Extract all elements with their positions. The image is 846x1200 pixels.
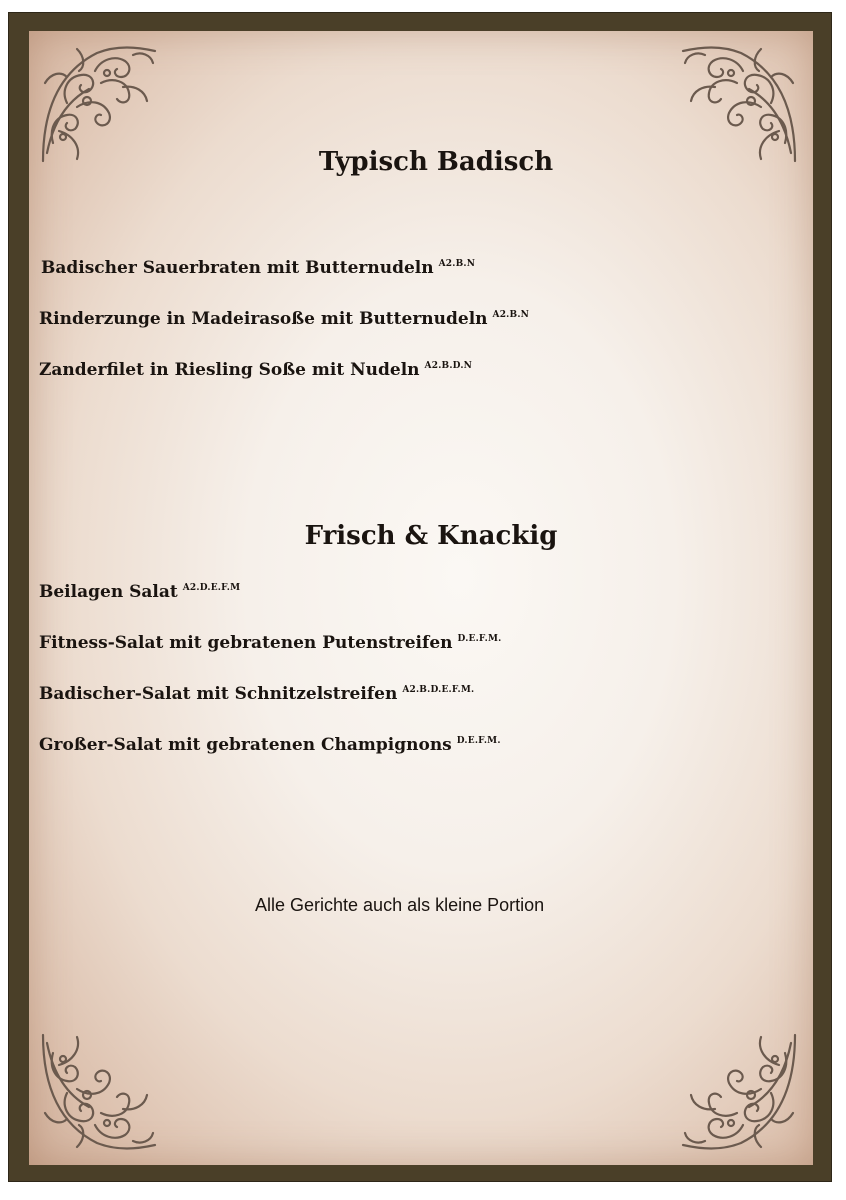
allergen-code: A2.D.E.F.M bbox=[182, 583, 241, 593]
allergen-code: D.E.F.M. bbox=[456, 736, 501, 746]
menu-item bbox=[39, 633, 501, 653]
footnote-small-portion: Alle Gerichte auch als kleine Portion bbox=[255, 895, 545, 915]
menu-item-name: Rinderzunge in Madeirasoße mit Butternudeln bbox=[39, 309, 488, 329]
menu-item bbox=[41, 258, 475, 278]
section-title-frisch-knackig: Frisch & Knackig bbox=[304, 521, 558, 551]
menu-item bbox=[39, 309, 529, 329]
allergen-code: D.E.F.M. bbox=[457, 634, 502, 644]
menu-item bbox=[39, 582, 240, 602]
floral-ornament-icon bbox=[37, 1028, 162, 1153]
menu-item-name: Beilagen Salat bbox=[39, 582, 178, 602]
parchment-background bbox=[29, 31, 813, 1165]
section-title-typisch-badisch: Typisch Badisch bbox=[318, 147, 554, 177]
allergen-code: A2.B.N bbox=[492, 310, 530, 320]
menu-item-name: Badischer-Salat mit Schnitzelstreifen bbox=[39, 684, 398, 704]
allergen-code: A2.B.D.E.F.M. bbox=[402, 685, 475, 695]
menu-item bbox=[39, 360, 472, 380]
menu-page-frame bbox=[8, 12, 832, 1182]
menu-item-name: Badischer Sauerbraten mit Butternudeln bbox=[41, 258, 434, 278]
menu-item bbox=[39, 684, 474, 704]
menu-item bbox=[39, 735, 501, 755]
floral-ornament-icon bbox=[676, 1028, 801, 1153]
menu-item-name: Großer-Salat mit gebratenen Champignons bbox=[39, 735, 452, 755]
allergen-code: A2.B.N bbox=[438, 259, 476, 269]
menu-item-name: Fitness-Salat mit gebratenen Putenstreifen bbox=[39, 633, 453, 653]
menu-item-name: Zanderfilet in Riesling Soße mit Nudeln bbox=[39, 360, 420, 380]
allergen-code: A2.B.D.N bbox=[424, 361, 473, 371]
